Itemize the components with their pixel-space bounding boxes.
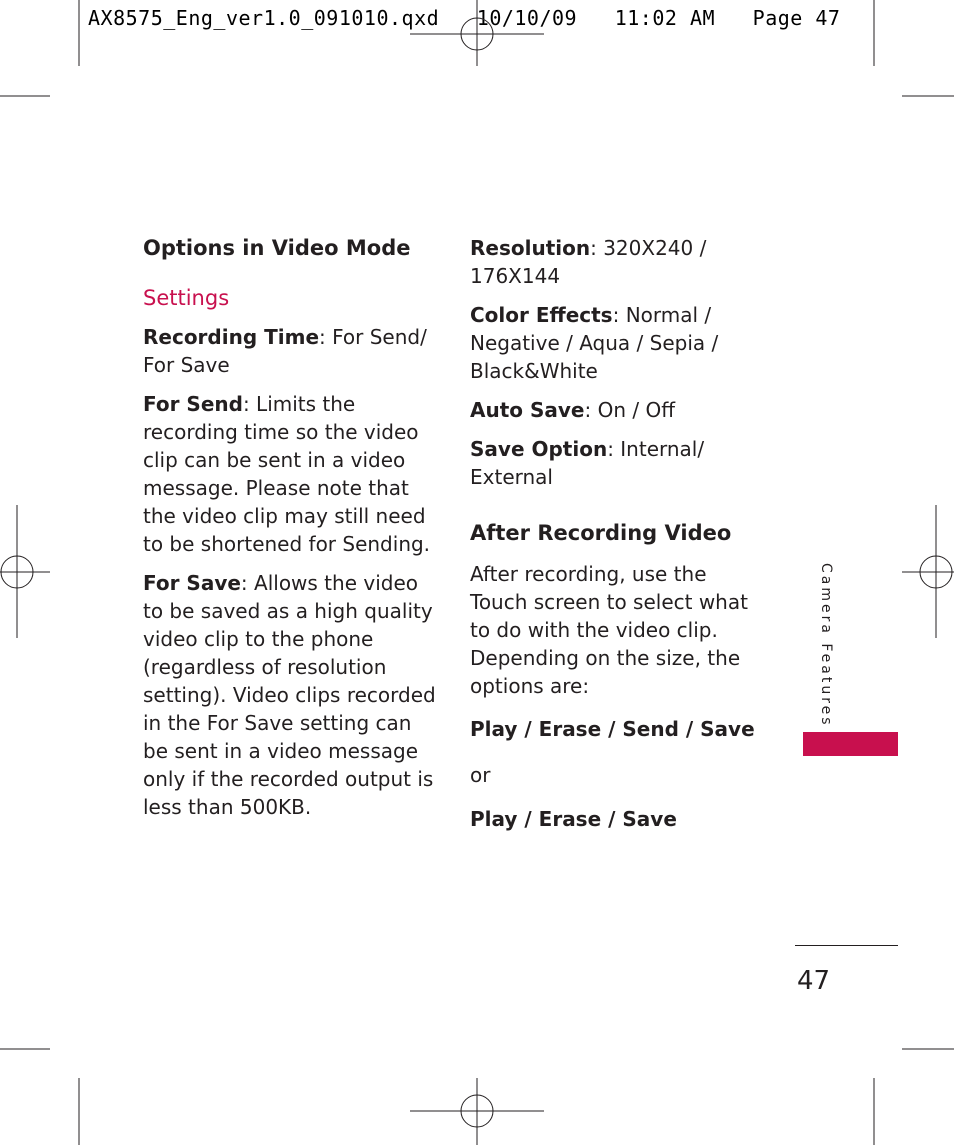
- side-tab-bar: [803, 732, 898, 756]
- resolution-label: Resolution: [470, 236, 591, 260]
- color-effects-label: Color Effects: [470, 303, 613, 327]
- page-number-rule: [795, 945, 898, 946]
- subheading-settings: Settings: [143, 286, 230, 310]
- options-list-1: Play / Erase / Send / Save: [470, 717, 755, 741]
- recording-time-label: Recording Time: [143, 325, 320, 349]
- auto-save-label: Auto Save: [470, 398, 585, 422]
- recording-time-para: [143, 323, 438, 379]
- left-column: [143, 234, 438, 821]
- auto-save-text: : On / Off: [584, 398, 675, 422]
- resolution-text: : 320X240 / 176X144: [470, 236, 707, 288]
- save-option-label: Save Option: [470, 437, 608, 461]
- after-recording-text: After recording, use the Touch screen to select what to do with the video clip. Depending on the size, the options are:: [470, 562, 748, 698]
- color-effects-para: [470, 301, 770, 385]
- for-send-para: [143, 390, 438, 558]
- for-save-text: : Allows the video to be saved as a high quality video clip to the phone (regardless of resolution setting). Video clips recorded in the For Save setting can be sent in a video message only if the recorded output is less than 500KB.: [143, 571, 436, 819]
- save-option-para: [470, 435, 770, 491]
- for-send-text: : Limits the recording time so the video clip can be sent in a video message. Please note that the video clip may still need to be shortened for Sending.: [143, 392, 431, 556]
- recording-time-text: : For Send/ For Save: [143, 325, 427, 377]
- or-text: or: [470, 763, 491, 787]
- save-option-text: : Internal/ External: [470, 437, 705, 489]
- section-heading: Options in Video Mode: [143, 236, 411, 260]
- auto-save-para: [470, 396, 770, 424]
- right-column: [470, 234, 770, 833]
- for-send-label: For Send: [143, 392, 243, 416]
- file-slug: AX8575_Eng_ver1.0_091010.qxd 10/10/09 11:02 AM Page 47: [88, 6, 841, 30]
- side-tab-label: Camera Features: [818, 563, 834, 728]
- options-list-2: Play / Erase / Save: [470, 807, 677, 831]
- after-recording-heading: After Recording Video: [470, 521, 732, 545]
- for-save-label: For Save: [143, 571, 241, 595]
- for-save-para: [143, 569, 438, 821]
- resolution-para: [470, 234, 770, 290]
- page-number: 47: [797, 966, 831, 996]
- color-effects-text: : Normal / Negative / Aqua / Sepia / Black&White: [470, 303, 719, 383]
